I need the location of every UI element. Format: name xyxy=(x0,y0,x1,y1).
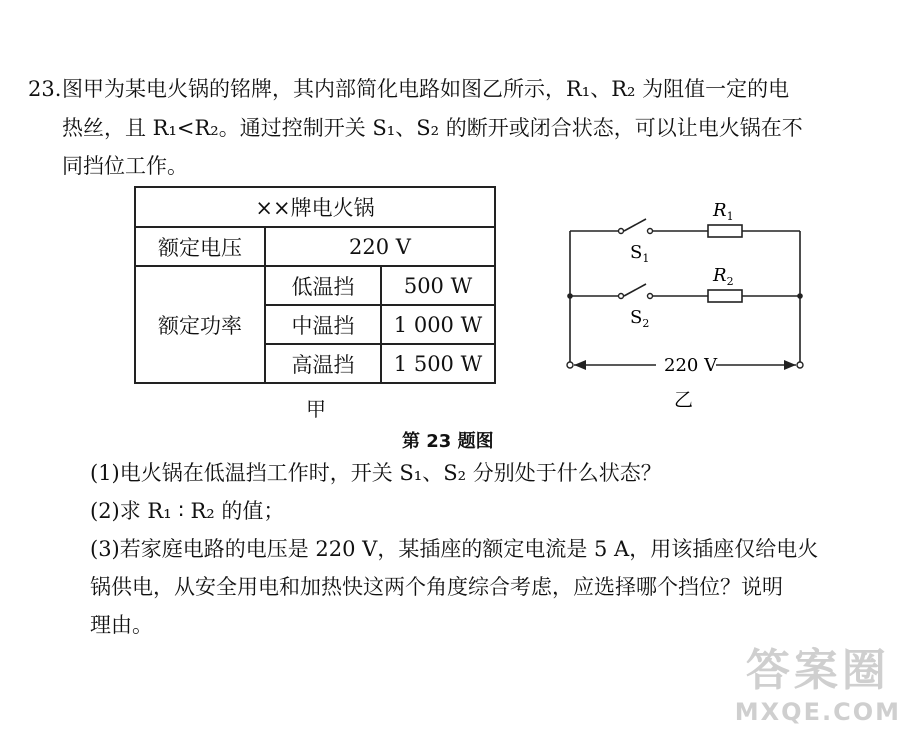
resistor-r2 xyxy=(708,290,742,302)
r2-label: $R_2$ xyxy=(713,265,734,288)
power-mid: 1 000 W xyxy=(381,305,495,344)
resistor-r1 xyxy=(708,225,742,237)
nameplate-caption: 甲 xyxy=(306,397,326,421)
switch-s1-right-contact xyxy=(648,229,653,234)
sub-question-3-line-2: 锅供电，从安全用电和加热快这两个角度综合考虑，应选择哪个挡位？说明 xyxy=(90,575,783,599)
power-low: 500 W xyxy=(381,266,495,305)
circuit-caption: 乙 xyxy=(674,389,694,411)
arrowhead-left xyxy=(574,360,586,370)
watermark-title: 答案圈 xyxy=(745,645,890,696)
switch-s2-blade xyxy=(624,284,646,296)
sub-question-1: (1)电火锅在低温挡工作时，开关 S₁、S₂ 分别处于什么状态？ xyxy=(90,461,662,485)
terminal-right xyxy=(797,362,803,368)
rated-voltage-label: 额定电压 xyxy=(135,227,265,266)
switch-s1-left-contact xyxy=(619,229,624,234)
rated-power-label: 额定功率 xyxy=(135,266,265,383)
nameplate-title: ××牌电火锅 xyxy=(135,187,495,227)
question-stem-line-3: 同挡位工作。 xyxy=(62,154,188,178)
question-number: 23. xyxy=(28,77,62,101)
junction-right xyxy=(797,293,803,299)
level-low: 低温挡 xyxy=(265,266,381,305)
arrowhead-right xyxy=(784,360,796,370)
r1-label: $R_1$ xyxy=(713,200,734,223)
junction-left xyxy=(567,293,573,299)
question-stem-line-1: 图甲为某电火锅的铭牌，其内部简化电路如图乙所示，R₁、R₂ 为阻值一定的电 xyxy=(62,77,790,101)
level-mid: 中温挡 xyxy=(265,305,381,344)
rated-voltage-value: 220 V xyxy=(265,227,495,266)
circuit-diagram xyxy=(560,195,820,415)
question-stem-line-2: 热丝，且 R₁<R₂。通过控制开关 S₁、S₂ 的断开或闭合状态，可以让电火锅在不 xyxy=(62,116,803,140)
switch-s1-blade xyxy=(624,219,646,231)
level-high: 高温挡 xyxy=(265,344,381,383)
power-high: 1 500 W xyxy=(381,344,495,383)
sub-question-2: (2)求 R₁ ∶ R₂ 的值； xyxy=(90,499,285,523)
voltage-label: 220 V xyxy=(664,355,718,376)
watermark-url: MXQE.COM xyxy=(734,698,901,726)
s2-label: $S_2$ xyxy=(630,307,650,330)
watermark-logo xyxy=(735,634,901,726)
sub-question-3-line-3: 理由。 xyxy=(90,613,153,637)
switch-s2-left-contact xyxy=(619,294,624,299)
s1-label: $S_1$ xyxy=(630,242,650,265)
figure-caption: 第 23 题图 xyxy=(402,431,494,452)
terminal-left xyxy=(567,362,573,368)
nameplate-table xyxy=(134,186,496,384)
sub-question-3-line-1: (3)若家庭电路的电压是 220 V，某插座的额定电流是 5 A，用该插座仅给电火 xyxy=(90,537,819,561)
switch-s2-right-contact xyxy=(648,294,653,299)
